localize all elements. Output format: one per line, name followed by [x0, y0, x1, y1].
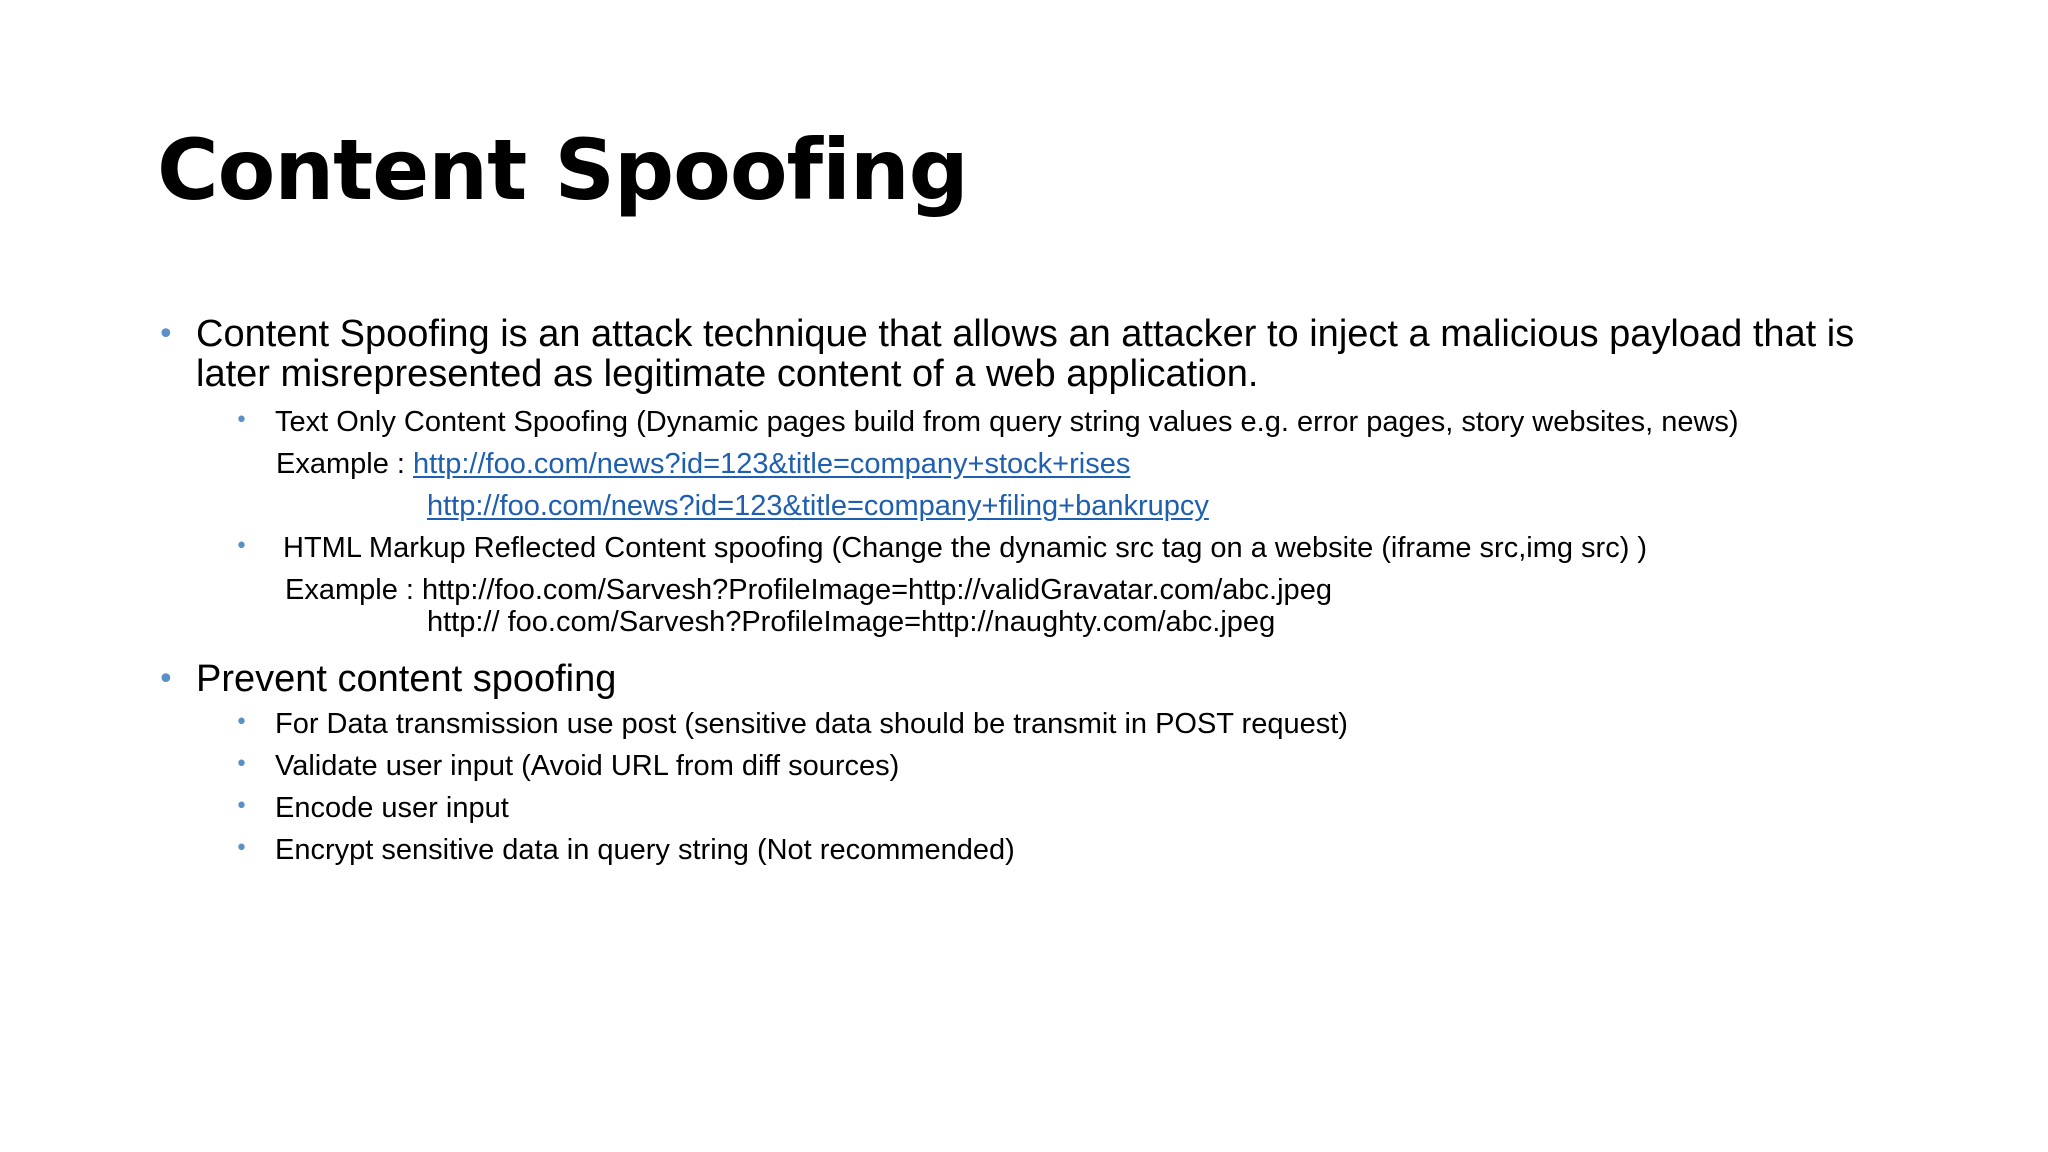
example-link-stock-rises[interactable]: http://foo.com/news?id=123&title=company+stock+rises [413, 448, 1131, 480]
section1-line2: later misrepresented as legitimate content of a web application. [196, 353, 1259, 395]
section1-line1: Content Spoofing is an attack technique that allows an attacker to inject a malicious payload that is [196, 313, 1855, 355]
bullet-icon: • [235, 534, 248, 559]
example-link-filing-bankrupcy[interactable]: http://foo.com/news?id=123&title=company+filing+bankrupcy [427, 490, 1209, 522]
section2-item-2: Validate user input (Avoid URL from diff sources) [275, 750, 900, 782]
bullet-icon: • [235, 710, 248, 735]
bullet-icon: • [235, 836, 248, 861]
section2-item-3: Encode user input [275, 792, 509, 824]
sub1-example-label: Example : [276, 448, 413, 480]
sub2-text: HTML Markup Reflected Content spoofing (Change the dynamic src tag on a website (iframe src,img src) ) [283, 532, 1648, 564]
sub2-example-line1: Example : http://foo.com/Sarvesh?ProfileImage=http://validGravatar.com/abc.jpeg [285, 574, 1332, 606]
section2-item-4: Encrypt sensitive data in query string (Not recommended) [275, 834, 1015, 866]
sub1-text: Text Only Content Spoofing (Dynamic pages build from query string values e.g. error pages, story websites, news) [275, 406, 1739, 438]
bullet-icon: • [157, 317, 175, 352]
bullet-icon: • [235, 408, 248, 433]
section2-item-1: For Data transmission use post (sensitive data should be transmit in POST request) [275, 708, 1348, 740]
sub1-example-row [276, 448, 1130, 480]
bullet-icon: • [235, 752, 248, 777]
bullet-icon: • [235, 794, 248, 819]
sub2-example-line2: http:// foo.com/Sarvesh?ProfileImage=http://naughty.com/abc.jpeg [427, 606, 1276, 638]
section2-heading: Prevent content spoofing [196, 658, 617, 700]
sub1-example-row-2 [427, 490, 1209, 522]
bullet-icon: • [157, 662, 175, 697]
slide-title: Content Spoofing [157, 121, 968, 219]
